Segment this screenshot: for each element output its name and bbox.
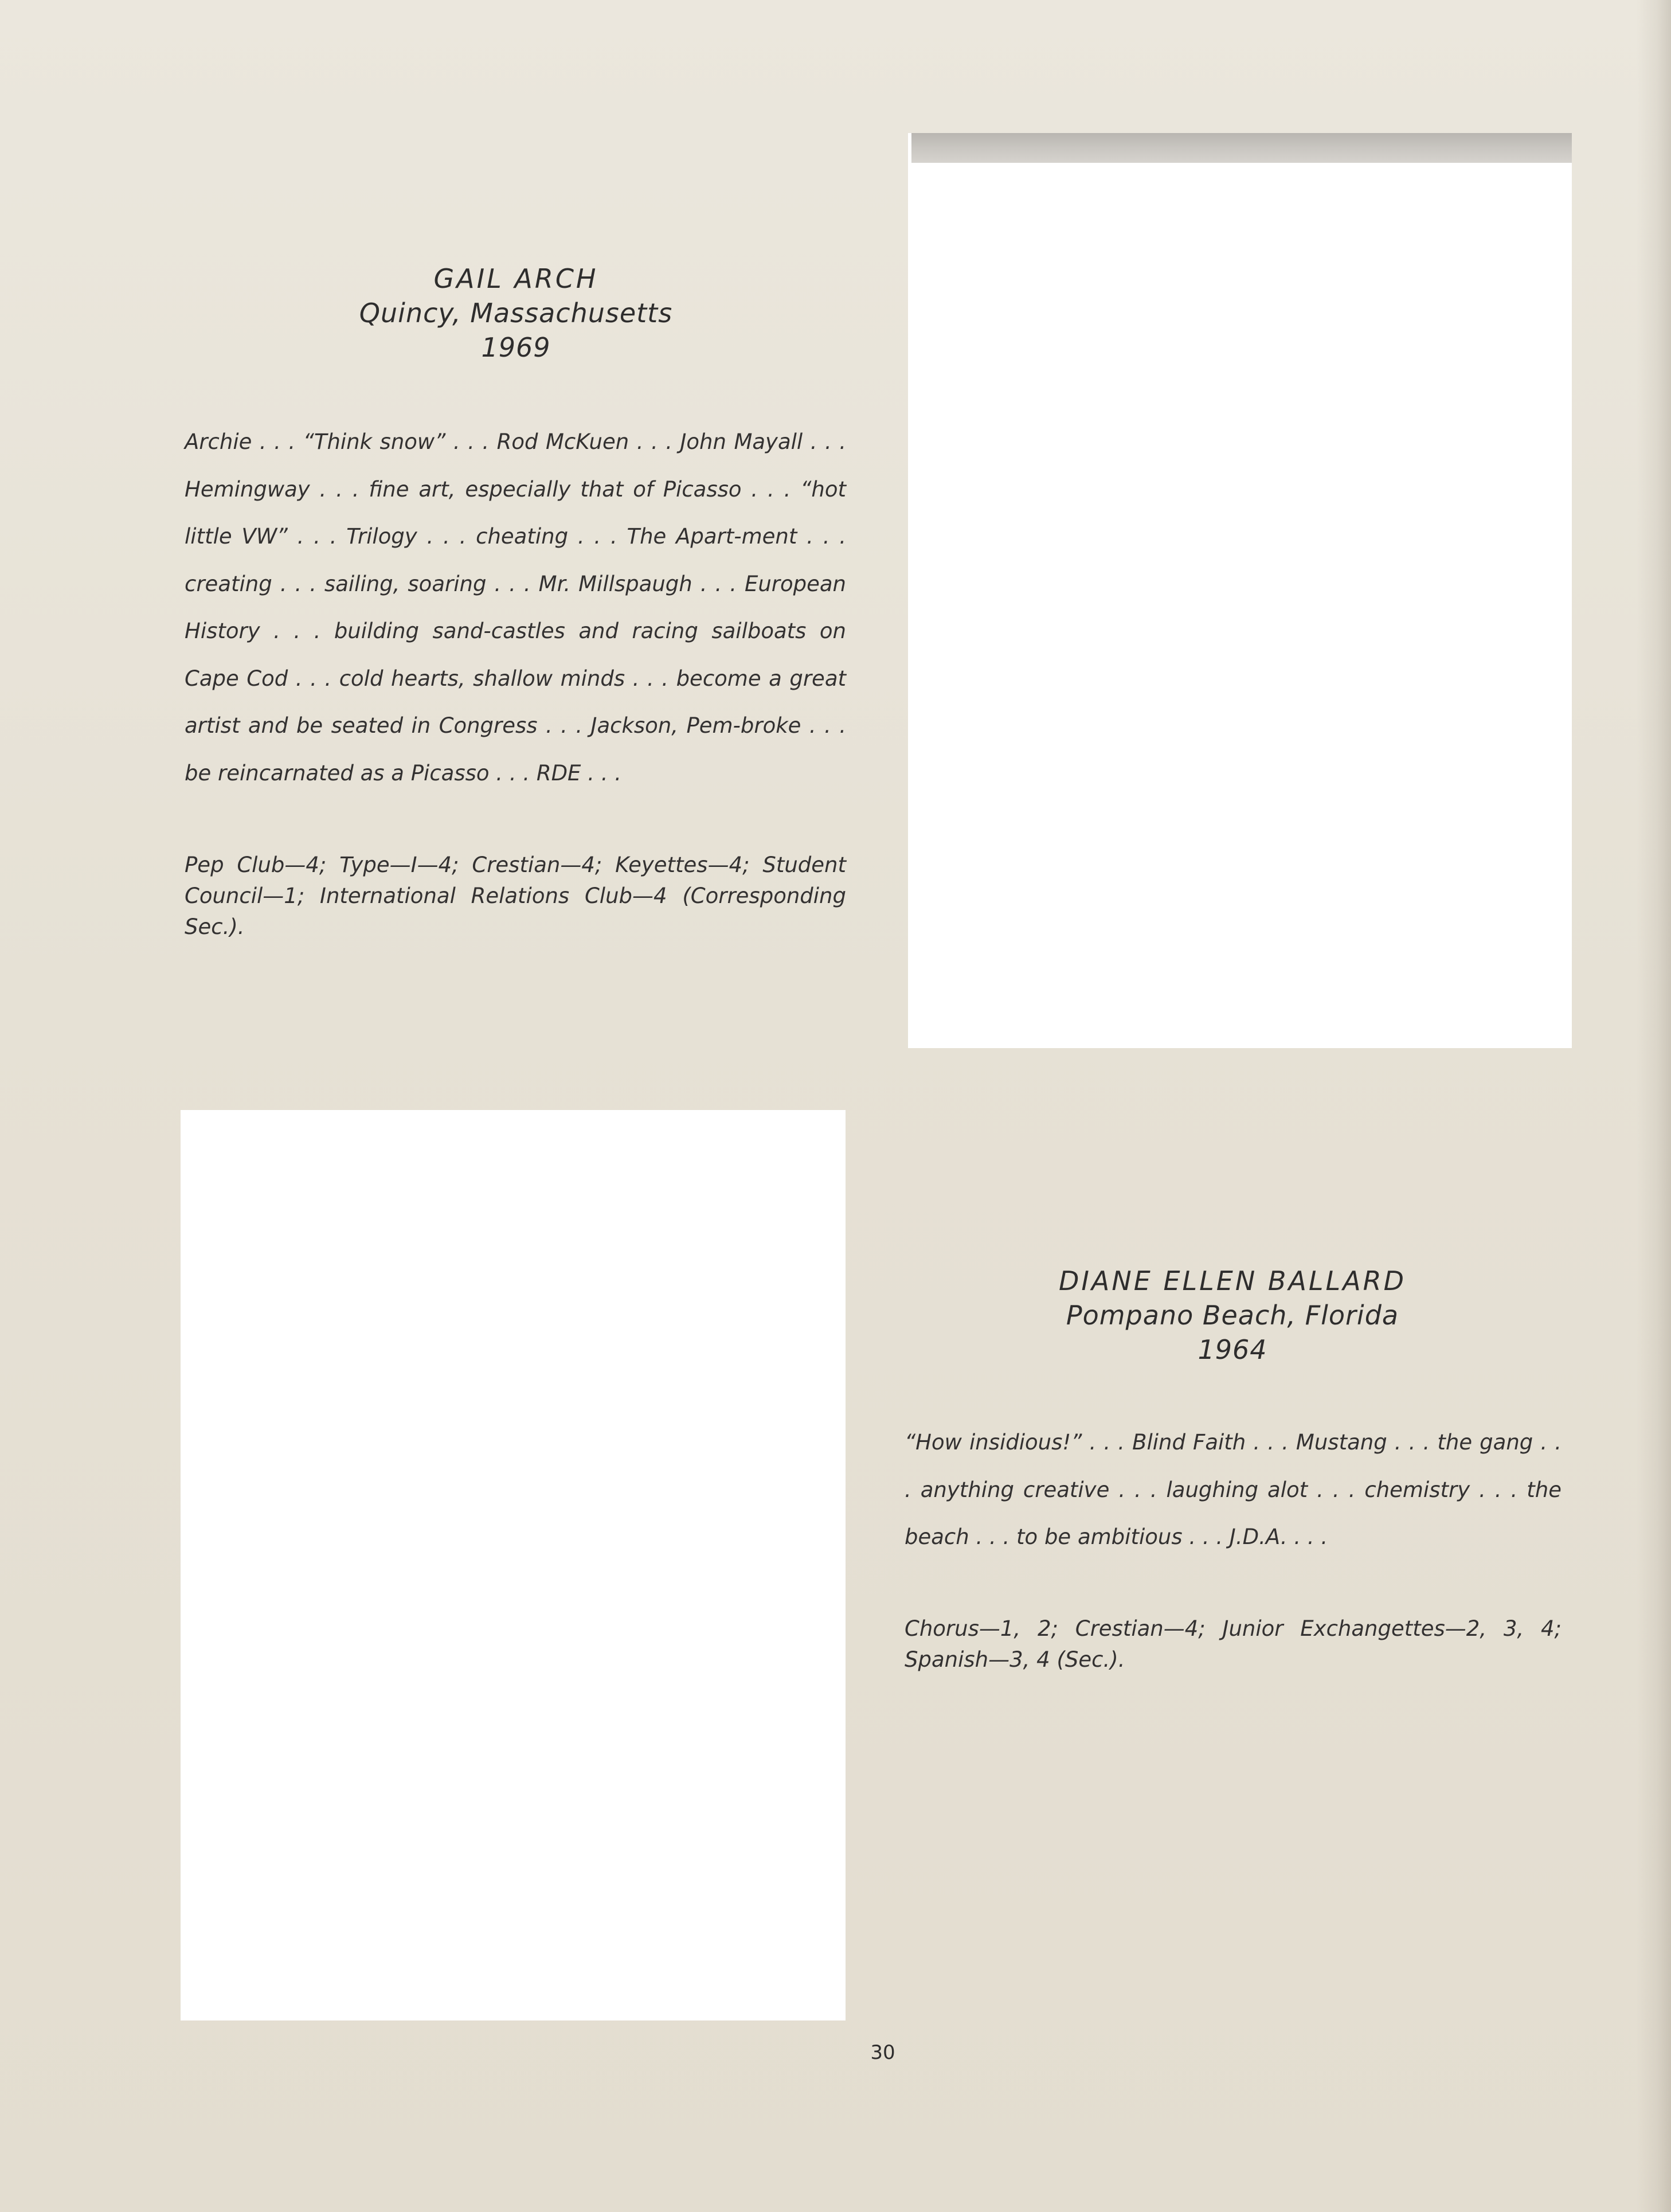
student-quote-diane-ellen-ballard: “How insidious!” . . . Blind Faith . . . Mustang . . . the gang . . . anything creative . . . laughing alot . . . chemistry . . . the beach . . . to be ambitious . . . J.D.A. . . . xyxy=(905,1430,1562,1549)
student-quote-gail-arch: Archie . . . “Think snow” . . . Rod McKuen . . . John Mayall . . . Hemingway . . . fine art, especially that of Picasso . . . “hot little VW” . . . Trilogy . . . cheating . . . The Apart-ment . . . creating . . . sailing, soaring . . . Mr. Millspaugh . . . European History . . . building sand-castles and racing sailboats on Cape Cod . . . cold hearts, shallow minds . . . become a great artist and be seated in Congress . . . Jackson, Pem-broke . . . be reincarnated as a Picasso . . . RDE . . . xyxy=(185,429,846,785)
portrait-photo-gail-arch xyxy=(908,133,1572,1048)
page-edge-shadow xyxy=(1637,0,1671,2212)
student-year: 1964 xyxy=(1198,1334,1267,1365)
entry-heading-gail-arch xyxy=(298,261,734,365)
student-year: 1969 xyxy=(481,332,551,363)
student-hometown: Pompano Beach, Florida xyxy=(1066,1300,1399,1331)
portrait-photo-diane-ellen-ballard xyxy=(181,1110,846,2020)
student-name: DIANE ELLEN BALLARD xyxy=(1058,1265,1407,1296)
student-hometown: Quincy, Massachusetts xyxy=(359,298,673,329)
photo-border-strip xyxy=(911,133,1572,163)
student-name: GAIL ARCH xyxy=(433,263,598,294)
student-activities-diane-ellen-ballard: Chorus—1, 2; Crestian—4; Junior Exchangettes—2, 3, 4; Spanish—3, 4 (Sec.). xyxy=(905,1616,1562,1672)
entry-heading-diane-ellen-ballard xyxy=(969,1264,1496,1367)
student-activities-gail-arch: Pep Club—4; Type—I—4; Crestian—4; Keyettes—4; Student Council—1; International Relations Club—4 (Corresponding Sec.). xyxy=(185,853,846,939)
page-number: 30 xyxy=(870,2041,895,2064)
